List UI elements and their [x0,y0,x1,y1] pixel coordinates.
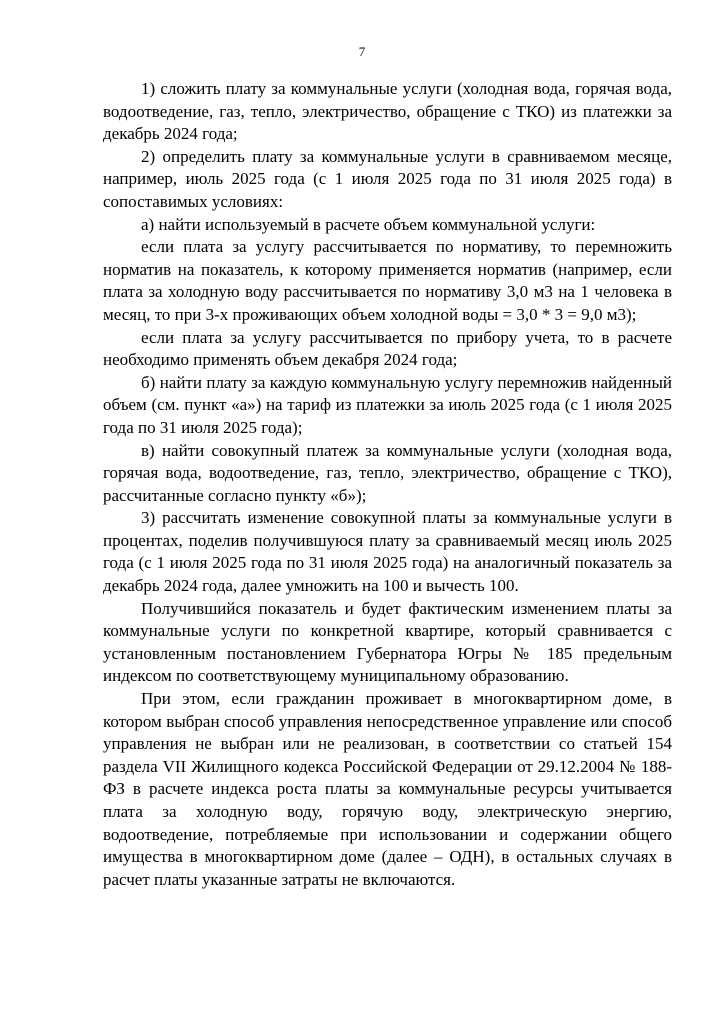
paragraph-meter-case: если плата за услугу рассчитывается по прибору учета, то в расчете необходимо применять объем декабря 2024 года; [103,327,672,370]
paragraph-step-1: 1) сложить плату за коммунальные услуги (холодная вода, горячая вода, водоотведение, газ, тепло, электричество, обращение с ТКО) из платежки за декабрь 2024 года; [103,79,672,144]
page-number: 7 [358,44,366,59]
paragraph-result: Получившийся показатель и будет фактическим изменением платы за коммунальные услуги по конкретной квартире, который сравнивается с установленным постановлением Губернатора Югры № 185 предельным индексом по соответствующему муниципальному образованию. [103,598,672,686]
paragraph-step-3: 3) рассчитать изменение совокупной платы за коммунальные услуги в процентах, поделив получившуюся плату за сравниваемый месяц июль 2025 года (с 1 июля 2025 года по 31 июля 2025 года) на аналогичный показатель за декабрь 2024 года, далее умножить на 100 и вычесть 100. [103,508,672,596]
paragraph-step-2: 2) определить плату за коммунальные услуги в сравниваемом месяце, например, июль 2025 года (с 1 июля 2025 года по 31 июля 2025 года) в сопоставимых условиях: [103,146,672,211]
paragraph-odn-note: При этом, если гражданин проживает в многоквартирном доме, в котором выбран способ управления непосредственное управление или способ управления не выбран или не реализован, в соответствии со статьей 154 раздела VII Жилищного кодекса Российской Федерации от 29.12.2004 № 188-ФЗ в расчете индекса роста платы за коммунальные ресурсы учитывается плата за холодную воду, горячую воду, электрическую энергию, водоотведение, потребляемые при использовании и содержании общего имущества в многоквартирном доме (далее – ОДН), в остальных случаях в расчет платы указанные затраты не включаются. [103,689,672,889]
paragraph-step-2v: в) найти совокупный платеж за коммунальные услуги (холодная вода, горячая вода, водоотведение, газ, тепло, электричество, обращение с ТКО), рассчитанные согласно пункту «б»); [103,440,672,505]
paragraph-normative-case: если плата за услугу рассчитывается по нормативу, то перемножить норматив на показатель, к которому применяется норматив (например, если плата за холодную воду рассчитывается по нормативу 3,0 м3 на 1 человека в месяц, то при 3-х проживающих объем холодной воды = 3,0 * 3 = 9,0 м3); [103,237,672,324]
document-body [103,78,672,891]
paragraph-step-2b: б) найти плату за каждую коммунальную услугу перемножив найденный объем (см. пункт «а») на тариф из платежки за июль 2025 года (с 1 июля 2025 года по 31 июля 2025 года); [103,372,672,437]
paragraph-step-2a: а) найти используемый в расчете объем коммунальной услуги: [141,214,596,234]
